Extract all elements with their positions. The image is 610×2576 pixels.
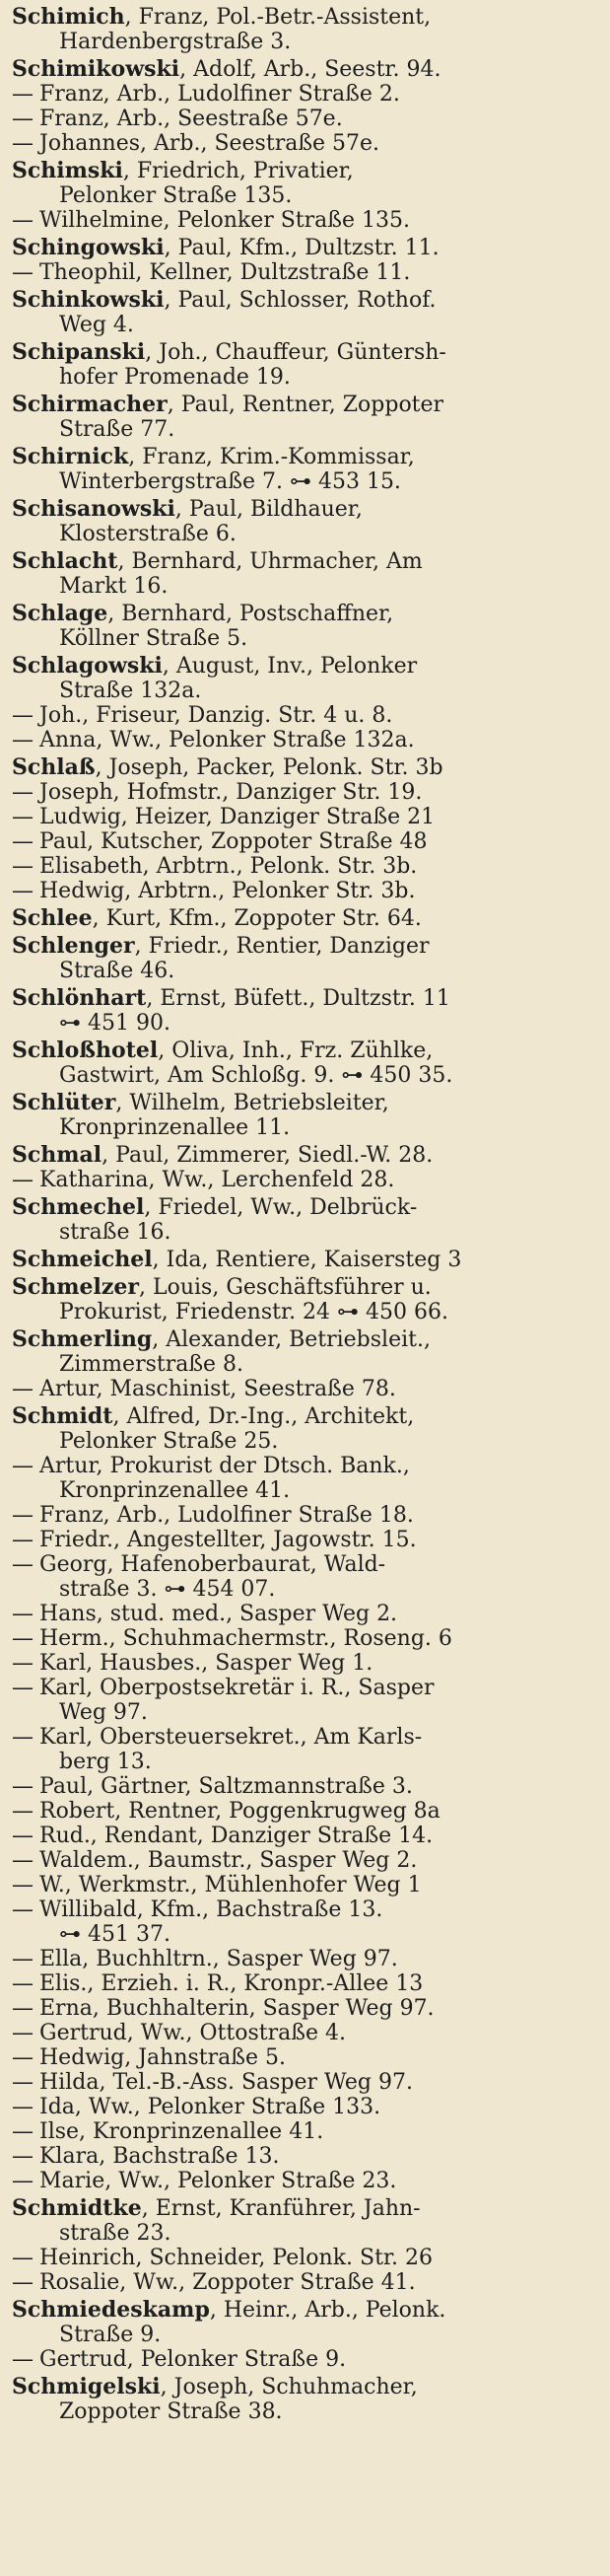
- entry-text: Ida, Rentiere, Kaisersteg 3: [166, 1248, 462, 1272]
- repeat-dash: —: [12, 1676, 34, 1700]
- entry-surname: Schimski: [12, 158, 123, 183]
- entry-text: Ernst, Büfett., Dultzstr. 11: [160, 986, 450, 1011]
- repeat-dash: —: [12, 1799, 34, 1824]
- entry-text: Johannes, Arb., Seestraße 57e.: [39, 131, 380, 156]
- entry-text: Joseph, Packer, Pelonk. Str. 3b: [108, 755, 443, 780]
- entry-text: Karl, Obersteuersekret., Am Karls-: [39, 1725, 423, 1750]
- directory-entry: Schlaß, Joseph, Packer, Pelonk. Str. 3b: [12, 754, 443, 780]
- directory-entry: [12, 1774, 601, 1799]
- entry-continuation: Winterbergstraße 7. ⊶ 453 15.: [59, 469, 401, 494]
- entry-continuation: straße 16.: [59, 1220, 171, 1245]
- entry-surname: Schirmacher: [12, 392, 168, 417]
- entry-continuation: ⊶ 451 90.: [59, 1011, 170, 1036]
- repeat-dash: —: [12, 82, 34, 107]
- repeat-dash: —: [12, 208, 34, 233]
- repeat-dash: —: [12, 1651, 34, 1676]
- directory-entry: Schingowski, Paul, Kfm., Dultzstr. 11.: [12, 235, 440, 260]
- entry-text: Franz, Krim.-Kommissar,: [142, 445, 415, 469]
- repeat-dash: —: [12, 2246, 34, 2270]
- directory-entry: [12, 260, 601, 285]
- entry-continuation: straße 3. ⊶ 454 07.: [59, 1577, 276, 1602]
- entry-text: Artur, Maschinist, Seestraße 78.: [39, 1377, 396, 1401]
- repeat-dash: —: [12, 1503, 34, 1528]
- entry-surname: Schmal: [12, 1142, 102, 1168]
- directory-entry: [12, 1848, 601, 1873]
- directory-entry: [12, 2021, 601, 2045]
- entry-text: Heinr., Arb., Pelonk.: [223, 2298, 446, 2323]
- entry-continuation: straße 23.: [59, 2221, 171, 2246]
- entry-continuation: Markt 16.: [59, 574, 169, 599]
- entry-text: Bernhard, Postschaffner,: [121, 602, 394, 626]
- directory-entry: [12, 208, 601, 233]
- entry-surname: Schmeichel: [12, 1247, 153, 1272]
- directory-entry: [12, 1528, 601, 1552]
- directory-entry: Schisanowski, Paul, Bildhauer, Klosterstraße 6.: [12, 497, 601, 546]
- directory-entry: Schirmacher, Paul, Rentner, Zoppoter Straße 77.: [12, 393, 601, 442]
- directory-entry: Schimski, Friedrich, Privatier, Pelonker Straße 135.: [12, 159, 601, 208]
- entry-surname: Schirnick: [12, 444, 129, 469]
- entry-surname: Schlenger: [12, 933, 135, 959]
- entry-text: Elisabeth, Arbtrn., Pelonk. Str. 3b.: [39, 854, 418, 879]
- repeat-dash: —: [12, 854, 34, 879]
- entry-text: Ludwig, Heizer, Danziger Straße 21: [39, 805, 436, 829]
- entry-text: Friedr., Angestellter, Jagowstr. 15.: [39, 1528, 417, 1552]
- repeat-dash: —: [12, 2119, 34, 2144]
- directory-entry: [12, 703, 601, 728]
- directory-entry: [12, 1947, 601, 1971]
- entry-text: Karl, Oberpostsekretär i. R., Sasper: [39, 1676, 435, 1700]
- directory-entry: [12, 1824, 601, 1848]
- repeat-dash: —: [12, 107, 34, 131]
- entry-text: Paul, Kfm., Dultzstr. 11.: [177, 236, 440, 260]
- entry-text: Paul, Rentner, Zoppoter: [180, 393, 444, 417]
- entry-text: Marie, Ww., Pelonker Straße 23.: [39, 2169, 397, 2193]
- entry-text: Herm., Schuhmachermstr., Roseng. 6: [39, 1626, 452, 1651]
- entry-surname: Schloßhotel: [12, 1038, 159, 1063]
- repeat-dash: —: [12, 1168, 34, 1192]
- repeat-dash: —: [12, 2070, 34, 2095]
- entry-text: Louis, Geschäftsführer u.: [153, 1275, 432, 1300]
- entry-text: Joh., Chauffeur, Güntersh-: [159, 340, 446, 365]
- directory-entry: [12, 1626, 601, 1651]
- repeat-dash: —: [12, 1377, 34, 1401]
- directory-entry: Schipanski, Joh., Chauffeur, Güntersh- hofer Promenade 19.: [12, 340, 601, 390]
- entry-text: Joh., Friseur, Danzig. Str. 4 u. 8.: [39, 703, 393, 728]
- directory-entries: [12, 2, 601, 2424]
- entry-continuation: berg 13.: [59, 1750, 152, 1774]
- directory-entry: [12, 107, 601, 131]
- directory-entry: Schlacht, Bernhard, Uhrmacher, Am Markt 16.: [12, 549, 601, 599]
- directory-entry: [12, 2246, 601, 2270]
- directory-entry: [12, 2095, 601, 2119]
- entry-surname: Schlagowski: [12, 653, 163, 679]
- entry-surname: Schlee: [12, 905, 93, 931]
- directory-entry: Schirnick, Franz, Krim.-Kommissar, Winterbergstraße 7. ⊶ 453 15.: [12, 445, 601, 494]
- repeat-dash: —: [12, 1725, 34, 1750]
- directory-entry: Schmelzer, Louis, Geschäftsführer u. Prokurist, Friedenstr. 24 ⊶ 450 66.: [12, 1275, 601, 1324]
- entry-continuation: Pelonker Straße 25.: [59, 1429, 279, 1454]
- entry-text: Friedr., Rentier, Danziger: [148, 934, 430, 959]
- entry-text: Franz, Arb., Ludolfiner Straße 2.: [39, 82, 400, 107]
- entry-text: Robert, Rentner, Poggenkrugweg 8a: [39, 1799, 441, 1824]
- entry-text: Ilse, Kronprinzenallee 41.: [39, 2119, 324, 2144]
- entry-text: Oliva, Inh., Frz. Zühlke,: [171, 1038, 434, 1063]
- entry-continuation: Klosterstraße 6.: [59, 522, 237, 546]
- entry-continuation: Weg 97.: [59, 1700, 148, 1725]
- entry-text: Klara, Bachstraße 13.: [39, 2144, 280, 2169]
- directory-entry: [12, 1168, 601, 1192]
- entry-text: Franz, Pol.-Betr.-Assistent,: [138, 5, 432, 30]
- entry-text: Friedel, Ww., Delbrück-: [158, 1195, 418, 1220]
- directory-entry: [12, 854, 601, 879]
- directory-entry: Schinkowski, Paul, Schlosser, Rothof. Weg 4.: [12, 288, 601, 337]
- entry-surname: Schlüter: [12, 1090, 116, 1115]
- entry-text: Theophil, Kellner, Dultzstraße 11.: [39, 260, 411, 285]
- directory-entry: Schmerling, Alexander, Betriebsleit., Zimmerstraße 8.: [12, 1327, 601, 1377]
- entry-continuation: Straße 77.: [59, 417, 175, 442]
- entry-text: Waldem., Baumstr., Sasper Weg 2.: [39, 1848, 418, 1873]
- directory-entry: Schmiedeskamp, Heinr., Arb., Pelonk. Straße 9.: [12, 2298, 601, 2347]
- entry-surname: Schmechel: [12, 1194, 145, 1220]
- entry-text: Wilhelmine, Pelonker Straße 135.: [39, 208, 410, 233]
- directory-entry: [12, 2045, 601, 2070]
- repeat-dash: —: [12, 1528, 34, 1552]
- entry-text: W., Werkmstr., Mühlenhofer Weg 1: [39, 1873, 422, 1897]
- entry-continuation: Hardenbergstraße 3.: [59, 30, 292, 54]
- repeat-dash: —: [12, 1454, 34, 1478]
- entry-continuation: Köllner Straße 5.: [59, 626, 248, 651]
- entry-surname: Schinkowski: [12, 287, 165, 313]
- directory-entry: [12, 829, 601, 854]
- directory-entry: Schmidtke, Ernst, Kranführer, Jahn- straße 23.: [12, 2196, 601, 2246]
- entry-continuation: Straße 9.: [59, 2323, 162, 2347]
- repeat-dash: —: [12, 1626, 34, 1651]
- entry-continuation: Gastwirt, Am Schloßg. 9. ⊶ 450 35.: [59, 1063, 453, 1088]
- entry-text: Paul, Schlosser, Rothof.: [177, 288, 437, 313]
- entry-text: Franz, Arb., Ludolfiner Straße 18.: [39, 1503, 414, 1528]
- entry-text: Friedrich, Privatier,: [136, 159, 354, 183]
- directory-entry: [12, 2270, 601, 2295]
- entry-text: Paul, Zimmerer, Siedl.-W. 28.: [115, 1143, 434, 1168]
- directory-entry: [12, 1897, 601, 1947]
- directory-entry: Schlagowski, August, Inv., Pelonker Straße 132a.: [12, 654, 601, 703]
- repeat-dash: —: [12, 2144, 34, 2169]
- repeat-dash: —: [12, 2347, 34, 2372]
- directory-entry: [12, 1602, 601, 1626]
- repeat-dash: —: [12, 1774, 34, 1799]
- entry-continuation: ⊶ 451 37.: [59, 1922, 170, 1947]
- directory-entry: [12, 805, 601, 829]
- directory-entry: Schmeichel, Ida, Rentiere, Kaisersteg 3: [12, 1247, 462, 1272]
- directory-entry: [12, 1503, 601, 1528]
- entry-text: Rud., Rendant, Danziger Straße 14.: [39, 1824, 434, 1848]
- entry-surname: Schmiedeskamp: [12, 2297, 210, 2323]
- entry-text: Rosalie, Ww., Zoppoter Straße 41.: [39, 2270, 416, 2295]
- entry-surname: Schlage: [12, 601, 108, 626]
- directory-entry: [12, 1676, 601, 1725]
- directory-entry: [12, 728, 601, 752]
- entry-continuation: Straße 46.: [59, 959, 175, 983]
- directory-entry: [12, 1873, 601, 1897]
- entry-text: Joseph, Hofmstr., Danziger Str. 19.: [39, 780, 423, 805]
- directory-entry: [12, 1996, 601, 2021]
- entry-text: Artur, Prokurist der Dtsch. Bank.,: [39, 1454, 410, 1478]
- directory-entry: [12, 1651, 601, 1676]
- entry-text: Anna, Ww., Pelonker Straße 132a.: [39, 728, 415, 752]
- directory-entry: [12, 2347, 601, 2372]
- entry-text: Joseph, Schuhmacher,: [173, 2375, 418, 2399]
- entry-text: Karl, Hausbes., Sasper Weg 1.: [39, 1651, 373, 1676]
- directory-entry: [12, 1799, 601, 1824]
- entry-text: Heinrich, Schneider, Pelonk. Str. 26: [39, 2246, 434, 2270]
- directory-entry: Schmidt, Alfred, Dr.-Ing., Architekt, Pelonker Straße 25.: [12, 1404, 601, 1454]
- directory-entry: Schmigelski, Joseph, Schuhmacher, Zoppoter Straße 38.: [12, 2375, 601, 2424]
- entry-text: Wilhelm, Betriebsleiter,: [129, 1091, 389, 1115]
- entry-continuation: Straße 132a.: [59, 679, 202, 703]
- entry-text: Ernst, Kranführer, Jahn-: [155, 2196, 421, 2221]
- entry-text: Ida, Ww., Pelonker Straße 133.: [39, 2095, 381, 2119]
- entry-surname: Schlönhart: [12, 985, 147, 1011]
- entry-text: Hilda, Tel.-B.-Ass. Sasper Weg 97.: [39, 2070, 413, 2095]
- entry-text: Hedwig, Arbtrn., Pelonker Str. 3b.: [39, 879, 416, 903]
- entry-surname: Schingowski: [12, 235, 165, 260]
- entry-surname: Schmigelski: [12, 2374, 161, 2399]
- entry-text: Georg, Hafenoberbaurat, Wald-: [39, 1552, 386, 1577]
- entry-surname: Schlaß: [12, 754, 96, 780]
- entry-surname: Schipanski: [12, 339, 146, 365]
- entry-text: Paul, Kutscher, Zoppoter Straße 48: [39, 829, 428, 854]
- entry-text: Gertrud, Ww., Ottostraße 4.: [39, 2021, 346, 2045]
- repeat-dash: —: [12, 2095, 34, 2119]
- entry-surname: Schimich: [12, 4, 125, 30]
- repeat-dash: —: [12, 728, 34, 752]
- repeat-dash: —: [12, 780, 34, 805]
- entry-continuation: Kronprinzenallee 41.: [59, 1478, 291, 1503]
- entry-text: Adolf, Arb., Seestr. 94.: [193, 57, 441, 82]
- repeat-dash: —: [12, 1552, 34, 1577]
- directory-entry: [12, 1454, 601, 1503]
- repeat-dash: —: [12, 1602, 34, 1626]
- directory-entry: [12, 1971, 601, 1996]
- entry-text: Hedwig, Jahnstraße 5.: [39, 2045, 286, 2070]
- entry-text: Katharina, Ww., Lerchenfeld 28.: [39, 1168, 395, 1192]
- entry-text: Hans, stud. med., Sasper Weg 2.: [39, 1602, 398, 1626]
- directory-entry: Schlüter, Wilhelm, Betriebsleiter, Kronprinzenallee 11.: [12, 1091, 601, 1140]
- repeat-dash: —: [12, 1848, 34, 1873]
- repeat-dash: —: [12, 703, 34, 728]
- entry-surname: Schmerling: [12, 1326, 153, 1352]
- repeat-dash: —: [12, 805, 34, 829]
- repeat-dash: —: [12, 2270, 34, 2295]
- entry-text: August, Inv., Pelonker: [175, 654, 418, 679]
- entry-continuation: Zimmerstraße 8.: [59, 1352, 244, 1377]
- directory-entry: [12, 2169, 601, 2193]
- repeat-dash: —: [12, 1996, 34, 2021]
- repeat-dash: —: [12, 131, 34, 156]
- directory-entry: [12, 2070, 601, 2095]
- entry-text: Ella, Buchhltrn., Sasper Weg 97.: [39, 1947, 398, 1971]
- repeat-dash: —: [12, 879, 34, 903]
- entry-text: Willibald, Kfm., Bachstraße 13.: [39, 1897, 383, 1922]
- entry-surname: Schisanowski: [12, 496, 175, 522]
- directory-entry: Schmechel, Friedel, Ww., Delbrück- straße 16.: [12, 1195, 601, 1245]
- entry-text: Alfred, Dr.-Ing., Architekt,: [126, 1404, 415, 1429]
- entry-text: Paul, Gärtner, Saltzmannstraße 3.: [39, 1774, 413, 1799]
- repeat-dash: —: [12, 1897, 34, 1922]
- entry-continuation: hofer Promenade 19.: [59, 365, 291, 390]
- repeat-dash: —: [12, 1824, 34, 1848]
- repeat-dash: —: [12, 1873, 34, 1897]
- directory-entry: [12, 780, 601, 805]
- entry-text: Bernhard, Uhrmacher, Am: [131, 549, 423, 574]
- entry-surname: Schmidtke: [12, 2195, 142, 2221]
- repeat-dash: —: [12, 2169, 34, 2193]
- repeat-dash: —: [12, 2021, 34, 2045]
- entry-surname: Schmelzer: [12, 1274, 139, 1300]
- directory-entry: [12, 1725, 601, 1774]
- entry-continuation: Kronprinzenallee 11.: [59, 1115, 291, 1140]
- directory-entry: [12, 82, 601, 107]
- entry-continuation: Weg 4.: [59, 313, 134, 337]
- repeat-dash: —: [12, 2045, 34, 2070]
- directory-entry: Schmal, Paul, Zimmerer, Siedl.-W. 28.: [12, 1142, 434, 1168]
- entry-text: Kurt, Kfm., Zoppoter Str. 64.: [105, 906, 422, 931]
- entry-text: Elis., Erzieh. i. R., Kronpr.-Allee 13: [39, 1971, 424, 1996]
- directory-entry: Schloßhotel, Oliva, Inh., Frz. Zühlke, Gastwirt, Am Schloßg. 9. ⊶ 450 35.: [12, 1038, 601, 1088]
- entry-text: Alexander, Betriebsleit.,: [166, 1327, 431, 1352]
- directory-entry: [12, 2119, 601, 2144]
- directory-entry: [12, 879, 601, 903]
- entry-surname: Schlacht: [12, 548, 118, 574]
- entry-continuation: Prokurist, Friedenstr. 24 ⊶ 450 66.: [59, 1300, 449, 1324]
- directory-entry: Schimich, Franz, Pol.-Betr.-Assistent, Hardenbergstraße 3.: [12, 5, 601, 54]
- entry-continuation: Zoppoter Straße 38.: [59, 2399, 283, 2424]
- directory-entry: Schlee, Kurt, Kfm., Zoppoter Str. 64.: [12, 905, 422, 931]
- entry-text: Gertrud, Pelonker Straße 9.: [39, 2347, 347, 2372]
- directory-entry: [12, 1552, 601, 1602]
- entry-text: Franz, Arb., Seestraße 57e.: [39, 107, 343, 131]
- directory-entry: [12, 2144, 601, 2169]
- directory-entry: Schlönhart, Ernst, Büfett., Dultzstr. 11 ⊶ 451 90.: [12, 986, 601, 1036]
- directory-entry: Schimikowski, Adolf, Arb., Seestr. 94.: [12, 56, 441, 82]
- directory-entry: [12, 1377, 601, 1401]
- directory-entry: Schlage, Bernhard, Postschaffner, Köllner Straße 5.: [12, 602, 601, 651]
- repeat-dash: —: [12, 1947, 34, 1971]
- entry-continuation: Pelonker Straße 135.: [59, 183, 293, 208]
- entry-surname: Schmidt: [12, 1403, 113, 1429]
- directory-entry: [12, 131, 601, 156]
- entry-text: Erna, Buchhalterin, Sasper Weg 97.: [39, 1996, 435, 2021]
- entry-text: Paul, Bildhauer,: [188, 497, 363, 522]
- repeat-dash: —: [12, 260, 34, 285]
- repeat-dash: —: [12, 1971, 34, 1996]
- repeat-dash: —: [12, 829, 34, 854]
- directory-entry: Schlenger, Friedr., Rentier, Danziger Straße 46.: [12, 934, 601, 983]
- entry-surname: Schimikowski: [12, 56, 180, 82]
